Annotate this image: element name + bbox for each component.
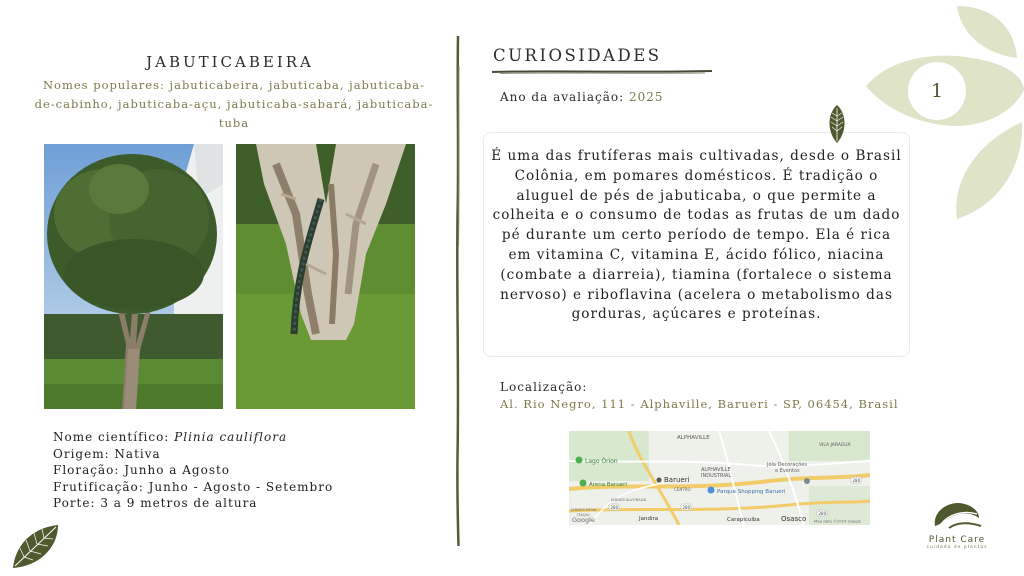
map-label-vila-jaragua: VILA JARAGUÁ: [819, 443, 851, 448]
map-label-arena: Arena Barueri: [589, 482, 627, 488]
page-number: 1: [908, 62, 966, 120]
location-address: Al. Rio Negro, 111 - Alphaville, Barueri - SP, 06454, Brasil: [500, 397, 899, 411]
brand-tagline: cuidado de plantas: [926, 545, 988, 550]
map-attribution: Map data ©2024 Google: [814, 518, 862, 524]
location-map[interactable]: [569, 431, 870, 525]
map-label-centro: CENTRO: [674, 487, 691, 492]
map-google-logo: Google: [572, 516, 595, 524]
map-label-carapicuiba: Carapicuíba: [727, 517, 760, 523]
brand-logo: [918, 500, 996, 550]
plant-care-logo-icon: [931, 500, 983, 530]
origin: Origem: Nativa: [53, 446, 161, 461]
map-label-alphaville-industrial-2: INDUSTRIAL: [701, 473, 732, 479]
popular-names: Nomes populares: jabuticabeira, jabuticaba, jabuticaba-de-cabinho, jabuticaba-açu, jabuticaba-sabará, jabuticaba-tuba: [34, 78, 434, 130]
small-leaf-icon: [825, 104, 849, 144]
road-number-3: 280: [682, 504, 691, 510]
map-label-barueri: Barueri: [664, 476, 690, 484]
arena-pin-icon: [580, 480, 587, 487]
map-label-lago-orion: Lago Órion: [585, 458, 618, 465]
trunk-photo: [236, 144, 415, 409]
brand-name: Plant Care: [928, 535, 986, 545]
map-label-jardim-alvorada: JARDIM ALVORADA: [611, 497, 647, 502]
road-number-1: 280: [852, 477, 861, 483]
road-number-2: 280: [818, 510, 827, 516]
map-label-alphaville-industrial-1: ALPHAVILLE: [701, 467, 731, 473]
year-label: Ano da avaliação:: [500, 90, 629, 104]
map-label-jardim-nova: JARDIM NOVA: [571, 507, 597, 512]
park-pin-icon: [576, 457, 583, 464]
map-label-alphaville: ALPHAVILLE: [677, 435, 710, 441]
store-pin-icon: [804, 478, 810, 484]
road-number-4: 280: [610, 504, 619, 510]
fruiting: Frutificação: Junho - Agosto - Setembro: [53, 479, 334, 494]
map-label-parque: Parque Shopping Barueri: [717, 489, 786, 495]
heading-underline: [490, 68, 715, 76]
evaluation-year: [500, 90, 664, 104]
map-label-itaqui: ITAQUI: [577, 512, 590, 517]
column-divider: [452, 36, 464, 546]
size: Porte: 3 a 9 metros de altura: [53, 496, 258, 510]
map-label-jandira: Jandira: [639, 516, 659, 522]
year-value: 2025: [628, 90, 664, 104]
plant-facts: [53, 429, 333, 512]
curiosities-heading: CURIOSIDADES: [493, 46, 662, 65]
map-label-osasco: Osasco: [781, 515, 807, 523]
flowering: Floração: Junho a Agosto: [53, 463, 231, 477]
scientific-name: [53, 429, 333, 446]
map-label-e-eventos: e Eventos: [775, 468, 800, 474]
curiosities-card: É uma das frutíferas mais cultivadas, desde o Brasil Colônia, em pomares domésticos. É tradição o aluguel de pés de jabuticaba, o que permite a colheita e o consumo de todas as frutas de um dado pé durante um certo período de tempo. Ela é rica em vitamina C, vitamina E, ácido fólico, niacina (combate a diarreia), tiamina (fortalece o sistema nervoso) e riboflavina (acelera o metabolismo das gorduras, açúcares e proteínas.: [483, 132, 910, 357]
scientific-value: Plinia cauliflora: [174, 430, 288, 444]
location-label: Localização:: [500, 380, 588, 394]
map-label-jola: Jola Decorações: [767, 462, 807, 468]
city-dot-icon: [657, 478, 662, 483]
plant-title: JABUTICABEIRA: [146, 53, 314, 71]
tree-photo: [44, 144, 223, 409]
scientific-label: Nome científico:: [53, 430, 175, 444]
corner-leaf-icon: [10, 522, 62, 570]
shopping-pin-icon: [708, 487, 715, 494]
